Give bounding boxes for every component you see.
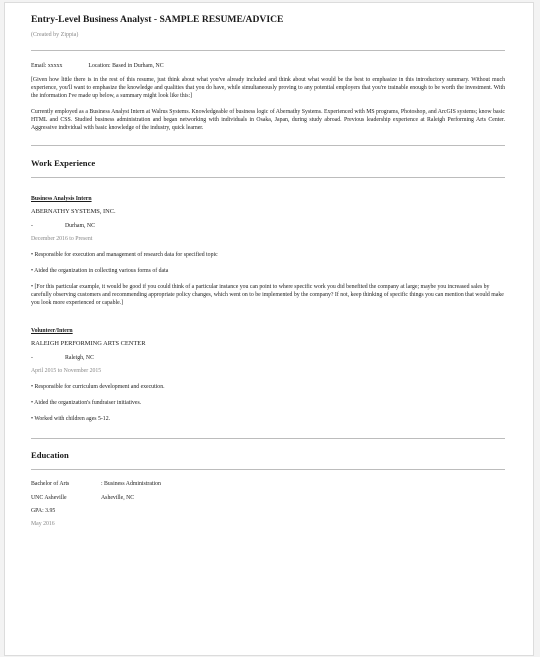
credit-line: (Created by Zippia): [31, 32, 79, 38]
work-experience-heading: Work Experience: [31, 158, 96, 168]
list-item: • Responsible for curriculum development and execution.: [31, 384, 165, 390]
list-item: • [For this particular example, it would be good if you could think of a particular instance you can point to where specific work you did benefited the company at large; maybe you increased sales by carefully observing customers and recommending appropriate policy changes, which went on to be implemented by the company? If not, keep thinking of specific things you can mention that would make you look more experienced or capable.]: [31, 284, 504, 306]
school-row: [31, 494, 505, 502]
job-location: [31, 354, 505, 362]
list-item: • Aided the organization's fundraiser initiatives.: [31, 400, 142, 406]
degree-row: [31, 480, 505, 488]
job-bullets: [31, 383, 505, 423]
job-bullets: [31, 251, 505, 307]
divider: [31, 177, 505, 178]
degree-text: Bachelor of Arts: [31, 481, 70, 487]
job-location: [31, 222, 505, 230]
list-item: • Aided the organization in collecting various forms of data: [31, 268, 169, 274]
divider: [31, 145, 505, 146]
school-city: Asheville, NC: [101, 495, 135, 501]
divider: [31, 50, 505, 51]
job-dates: December 2016 to Present: [31, 236, 93, 242]
job-entry-2: [31, 327, 505, 423]
email-text: Email: xxxxx: [31, 63, 63, 69]
education-entry: [31, 480, 505, 528]
job-location-text: Durham, NC: [65, 223, 95, 229]
divider: [31, 469, 505, 470]
dash-marker: -: [31, 223, 33, 229]
major-text: : Business Administration: [101, 481, 161, 487]
job-dates: April 2015 to November 2015: [31, 368, 102, 374]
summary-text: Currently employed as a Business Analyst Intern at Walrus Systems. Knowledgeable of business logic of Abernathy Systems. Experienced with MS programs, Photoshop, and ArcGIS systems; know basic HTML and CSS. Studied business administration and began networking with individuals in Osaka, Japan, during study abroad. Previous leadership experience at Raleigh Performing Arts Center. Aggressive individual with basic knowledge of the industry, quick learner.: [31, 109, 505, 131]
school-text: UNC Asheville: [31, 495, 67, 501]
gpa-text: GPA: 3.95: [31, 508, 56, 514]
contact-line: [31, 62, 505, 70]
dash-marker: -: [31, 355, 33, 361]
divider: [31, 438, 505, 439]
list-item: • Worked with children ages 5-12.: [31, 416, 111, 422]
job-organization: RALEIGH PERFORMING ARTS CENTER: [31, 340, 146, 347]
summary-advice: [Given how little there is in the rest of this resume, just think about what you've already included and think about what would be the best to emphasize in this introductory summary. Without much experience, you'll want to emphasize the knowledge and qualities that you do have, while simultaneously proving to any potential employers that you're trainable enough to be worth the investment. With the information I've made up below, a summary might look like this:]: [31, 77, 505, 99]
job-title: Business Analysis Intern: [31, 196, 92, 202]
resume-title: Entry-Level Business Analyst - SAMPLE RESUME/ADVICE: [31, 14, 284, 25]
list-item: • Responsible for execution and management of research data for specified topic: [31, 252, 218, 258]
location-text: Location: Based in Durham, NC: [88, 63, 164, 69]
education-heading: Education: [31, 450, 69, 460]
graduation-date: May 2016: [31, 521, 55, 527]
job-title: Volunteer/Intern: [31, 328, 73, 334]
job-location-text: Raleigh, NC: [65, 355, 94, 361]
job-organization: ABERNATHY SYSTEMS, INC.: [31, 208, 116, 215]
resume-page: [4, 2, 534, 656]
job-entry-1: [31, 195, 505, 307]
